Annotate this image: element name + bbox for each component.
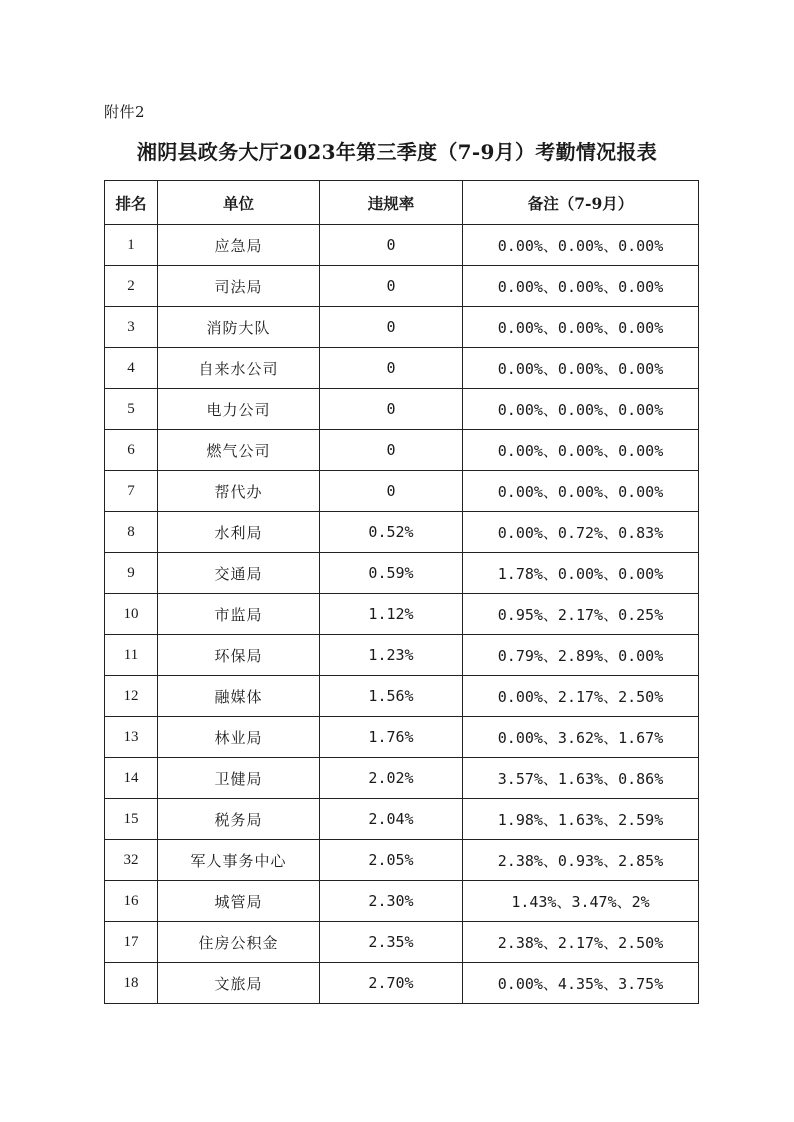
page-title: 湘阴县政务大厅2023年第三季度（7-9月）考勤情况报表 <box>136 140 658 164</box>
rank-cell: 5 <box>105 389 158 430</box>
header-rank: 排名 <box>105 181 158 225</box>
header-violation-rate: 违规率 <box>320 181 463 225</box>
rank-cell: 17 <box>105 922 158 963</box>
header-remarks: 备注（7-9月） <box>463 181 699 225</box>
rank-cell: 14 <box>105 758 158 799</box>
remarks-cell: 0.00%、3.62%、1.67% <box>463 717 699 758</box>
rank-cell: 15 <box>105 799 158 840</box>
violation-rate-cell: 0.52% <box>320 512 463 553</box>
rank-cell: 16 <box>105 881 158 922</box>
violation-rate-cell: 2.02% <box>320 758 463 799</box>
unit-cell: 燃气公司 <box>158 430 320 471</box>
remarks-cell: 3.57%、1.63%、0.86% <box>463 758 699 799</box>
remarks-cell: 0.79%、2.89%、0.00% <box>463 635 699 676</box>
table-row <box>105 225 699 266</box>
violation-rate-cell: 1.56% <box>320 676 463 717</box>
violation-rate-cell: 0 <box>320 307 463 348</box>
unit-cell: 应急局 <box>158 225 320 266</box>
violation-rate-cell: 0 <box>320 225 463 266</box>
remarks-cell: 0.00%、0.00%、0.00% <box>463 307 699 348</box>
rank-cell: 8 <box>105 512 158 553</box>
violation-rate-cell: 0 <box>320 266 463 307</box>
table-row <box>105 512 699 553</box>
unit-cell: 电力公司 <box>158 389 320 430</box>
rank-cell: 6 <box>105 430 158 471</box>
violation-rate-cell: 1.76% <box>320 717 463 758</box>
remarks-cell: 1.78%、0.00%、0.00% <box>463 553 699 594</box>
rank-cell: 4 <box>105 348 158 389</box>
rank-cell: 10 <box>105 594 158 635</box>
unit-cell: 卫健局 <box>158 758 320 799</box>
table-row <box>105 840 699 881</box>
violation-rate-cell: 1.23% <box>320 635 463 676</box>
table-row <box>105 758 699 799</box>
rank-cell: 12 <box>105 676 158 717</box>
remarks-cell: 1.43%、3.47%、2% <box>463 881 699 922</box>
violation-rate-cell: 0.59% <box>320 553 463 594</box>
rank-cell: 2 <box>105 266 158 307</box>
violation-rate-cell: 2.04% <box>320 799 463 840</box>
table-body <box>105 225 699 1004</box>
attendance-table <box>104 180 699 1004</box>
violation-rate-cell: 2.35% <box>320 922 463 963</box>
remarks-cell: 0.00%、0.00%、0.00% <box>463 225 699 266</box>
rank-cell: 7 <box>105 471 158 512</box>
rank-cell: 1 <box>105 225 158 266</box>
unit-cell: 司法局 <box>158 266 320 307</box>
unit-cell: 军人事务中心 <box>158 840 320 881</box>
rank-cell: 11 <box>105 635 158 676</box>
violation-rate-cell: 0 <box>320 430 463 471</box>
table-row <box>105 594 699 635</box>
remarks-cell: 2.38%、0.93%、2.85% <box>463 840 699 881</box>
remarks-cell: 0.00%、0.00%、0.00% <box>463 348 699 389</box>
table-row <box>105 389 699 430</box>
remarks-cell: 2.38%、2.17%、2.50% <box>463 922 699 963</box>
table-row <box>105 881 699 922</box>
table-row <box>105 799 699 840</box>
violation-rate-cell: 2.70% <box>320 963 463 1004</box>
unit-cell: 自来水公司 <box>158 348 320 389</box>
unit-cell: 环保局 <box>158 635 320 676</box>
table-row <box>105 922 699 963</box>
remarks-cell: 0.95%、2.17%、0.25% <box>463 594 699 635</box>
table-row <box>105 553 699 594</box>
violation-rate-cell: 0 <box>320 471 463 512</box>
table-header-row <box>105 181 699 225</box>
violation-rate-cell: 2.05% <box>320 840 463 881</box>
unit-cell: 城管局 <box>158 881 320 922</box>
table-row <box>105 430 699 471</box>
unit-cell: 消防大队 <box>158 307 320 348</box>
remarks-cell: 0.00%、2.17%、2.50% <box>463 676 699 717</box>
rank-cell: 32 <box>105 840 158 881</box>
remarks-cell: 0.00%、0.00%、0.00% <box>463 389 699 430</box>
table-row <box>105 307 699 348</box>
attachment-label: 附件2 <box>104 103 146 121</box>
remarks-cell: 0.00%、0.72%、0.83% <box>463 512 699 553</box>
unit-cell: 林业局 <box>158 717 320 758</box>
violation-rate-cell: 1.12% <box>320 594 463 635</box>
rank-cell: 9 <box>105 553 158 594</box>
unit-cell: 文旅局 <box>158 963 320 1004</box>
remarks-cell: 0.00%、0.00%、0.00% <box>463 471 699 512</box>
violation-rate-cell: 0 <box>320 348 463 389</box>
remarks-cell: 0.00%、0.00%、0.00% <box>463 430 699 471</box>
rank-cell: 18 <box>105 963 158 1004</box>
table-row <box>105 635 699 676</box>
unit-cell: 税务局 <box>158 799 320 840</box>
table-row <box>105 348 699 389</box>
unit-cell: 水利局 <box>158 512 320 553</box>
unit-cell: 帮代办 <box>158 471 320 512</box>
rank-cell: 3 <box>105 307 158 348</box>
violation-rate-cell: 2.30% <box>320 881 463 922</box>
remarks-cell: 0.00%、4.35%、3.75% <box>463 963 699 1004</box>
remarks-cell: 0.00%、0.00%、0.00% <box>463 266 699 307</box>
violation-rate-cell: 0 <box>320 389 463 430</box>
table-row <box>105 963 699 1004</box>
unit-cell: 交通局 <box>158 553 320 594</box>
table-row <box>105 717 699 758</box>
header-unit: 单位 <box>158 181 320 225</box>
table-row <box>105 266 699 307</box>
unit-cell: 住房公积金 <box>158 922 320 963</box>
rank-cell: 13 <box>105 717 158 758</box>
unit-cell: 融媒体 <box>158 676 320 717</box>
table-row <box>105 676 699 717</box>
unit-cell: 市监局 <box>158 594 320 635</box>
table-row <box>105 471 699 512</box>
remarks-cell: 1.98%、1.63%、2.59% <box>463 799 699 840</box>
